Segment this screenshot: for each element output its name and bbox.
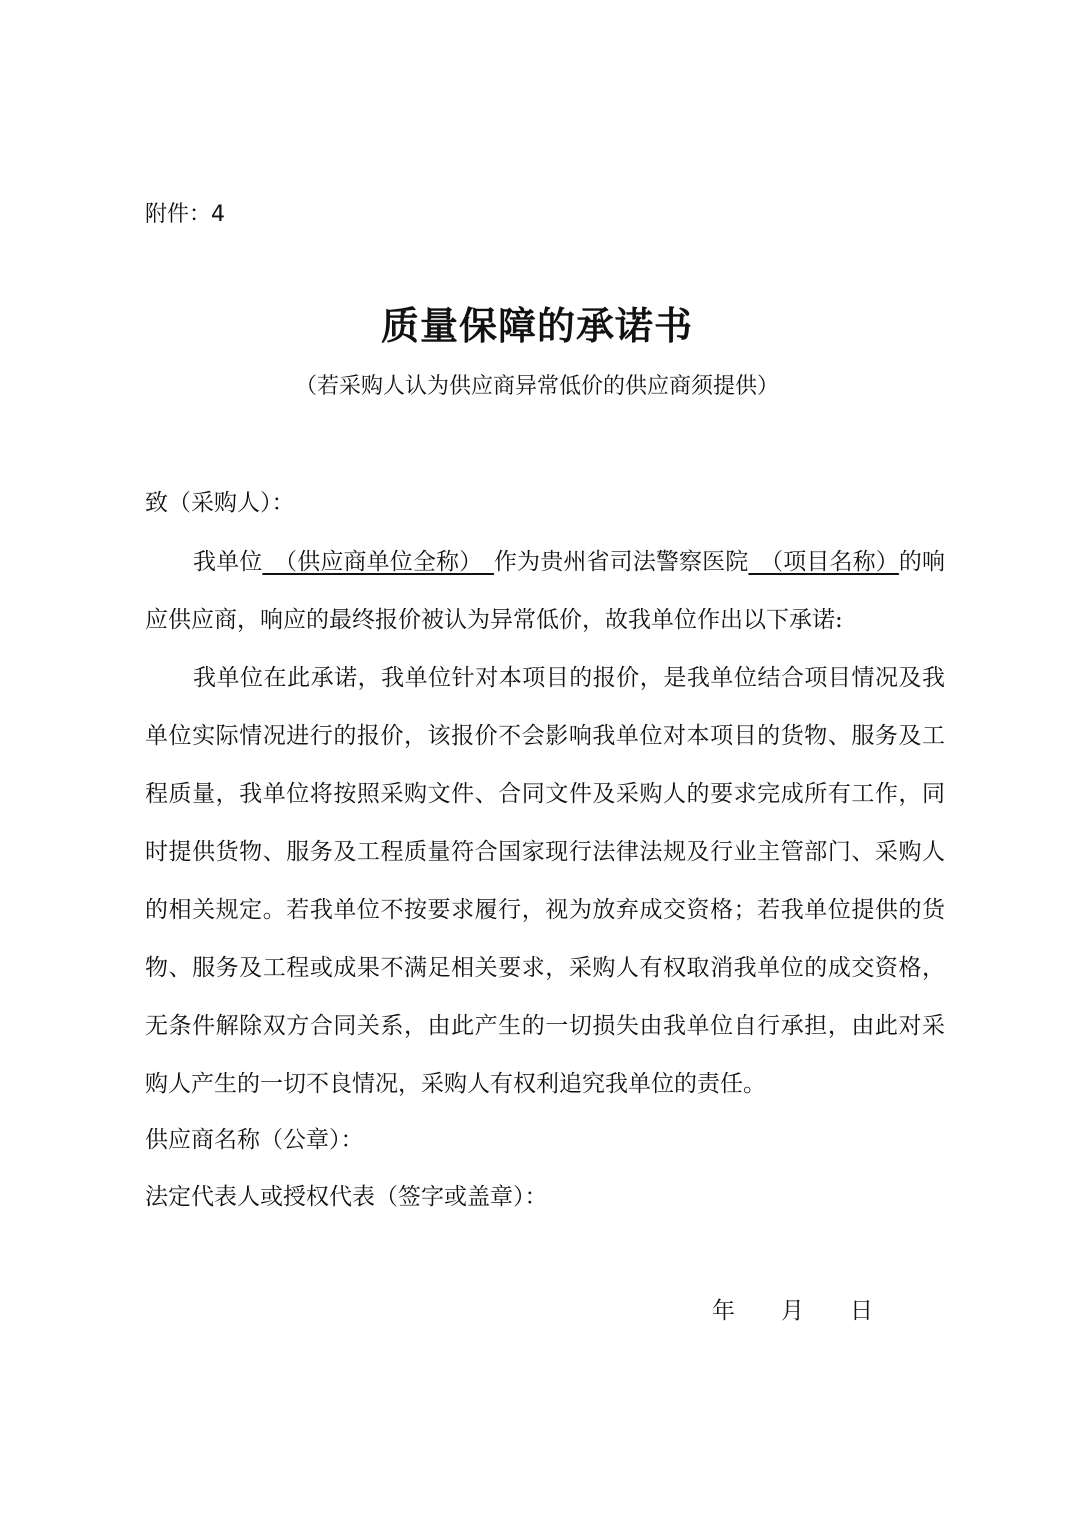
intro-text-middle: 作为贵州省司法警察医院 — [493, 549, 749, 575]
paragraph-commitment: 我单位在此承诺，我单位针对本项目的报价，是我单位结合项目情况及我单位实际情况进行的报价，该报价不会影响我单位对本项目的货物、服务及工程质量，我单位将按照采购文件、合同文件及采购人的要求完成所有工作，同时提供货物、服务及工程质量符合国家现行法律法规及行业主管部门、采购人的相关规定。若我单位不按要求履行，视为放弃成交资格；若我单位提供的货物、服务及工程或成果不满足相关要求，采购人有权取消我单位的成交资格，无条件解除双方合同关系，由此产生的一切损失由我单位自行承担，由此对采购人产生的一切不良情况，采购人有权利追究我单位的责任。 — [145, 665, 945, 1097]
paragraph-intro — [145, 533, 945, 649]
supplier-seal-line: 供应商名称（公章）： — [145, 1127, 364, 1153]
supplier-name-blank: （供应商单位全称） — [262, 549, 494, 575]
document-title: 质量保障的承诺书 — [380, 303, 693, 348]
intro-text-start: 我单位 — [193, 549, 263, 575]
attachment-label: 附件：4 — [145, 202, 225, 227]
salutation: 致（采购人）： — [145, 490, 295, 516]
date-line: 年 月 日 — [712, 1298, 873, 1324]
intro-text-end: 的响应供应商，响应的最终报价被认为异常低价，故我单位作出以下承诺: — [145, 549, 946, 633]
project-name-blank: （项目名称） — [748, 549, 899, 575]
document-subtitle: （若采购人认为供应商异常低价的供应商须提供） — [294, 374, 779, 399]
representative-signature-line: 法定代表人或授权代表（签字或盖章）： — [145, 1184, 548, 1210]
